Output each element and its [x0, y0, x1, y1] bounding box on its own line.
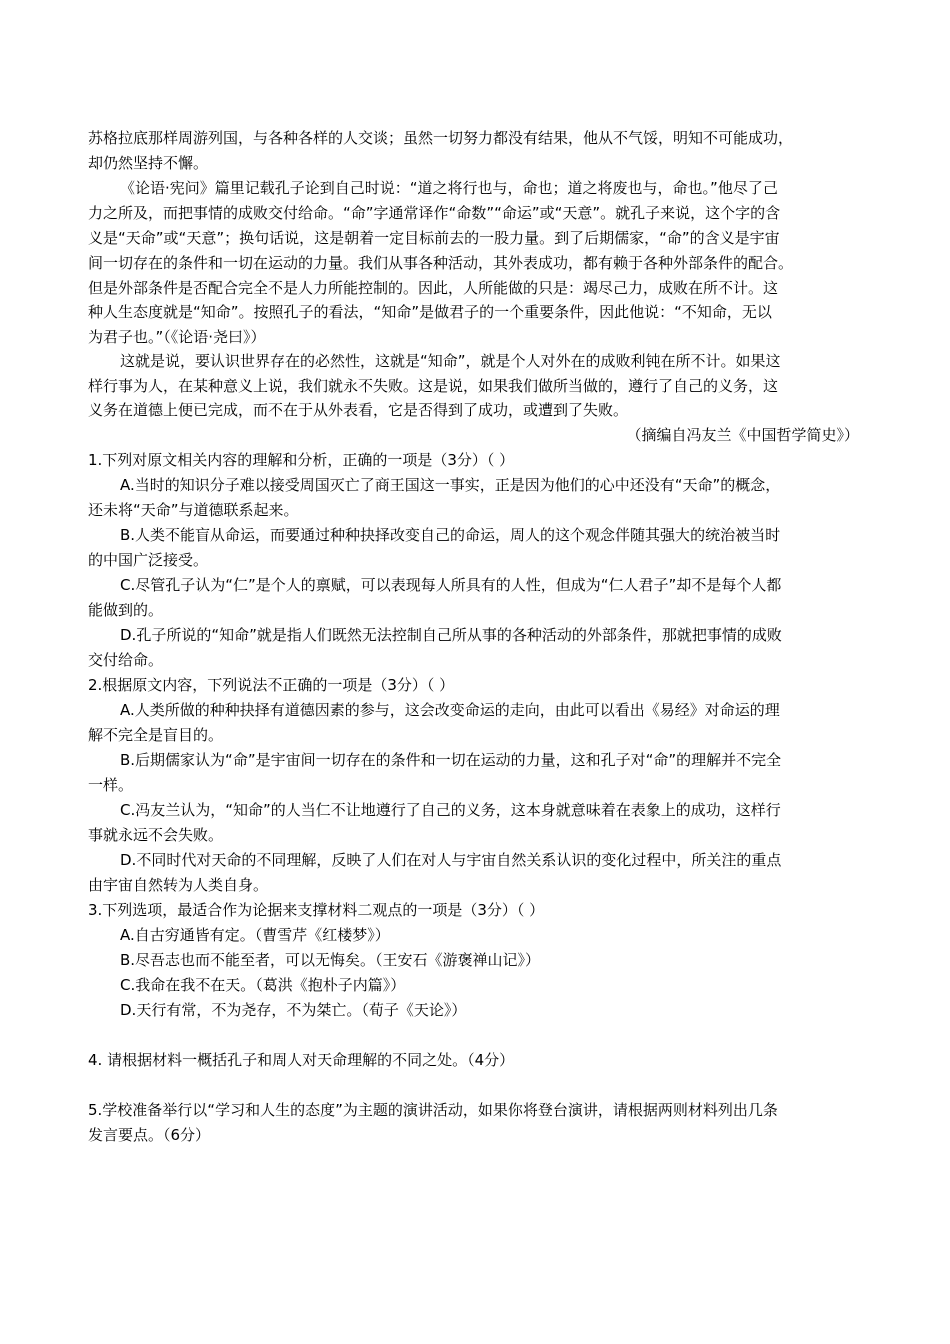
question-2-option-d: D.不同时代对天命的不同理解，反映了人们在对人与宇宙自然关系认识的变化过程中，所关注的重点: [120, 851, 782, 869]
passage-line: 间一切存在的条件和一切在运动的力量。我们从事各种活动，其外表成功，都有赖于各种外部条件的配合。: [88, 254, 794, 272]
passage-line: 义是“天命”或“天意”；换句话说，这是朝着一定目标前去的一股力量。到了后期儒家，“命”的含义是宇宙: [88, 229, 780, 247]
question-2-option-d-cont: 由宇宙自然转为人类自身。: [88, 876, 269, 894]
question-2-option-b: B.后期儒家认为“命”是宇宙间一切存在的条件和一切在运动的力量，这和孔子对“命”的理解并不完全: [120, 751, 782, 769]
question-5-stem-cont: 发言要点。（6分）: [88, 1126, 211, 1144]
question-1-option-c-cont: 能做到的。: [88, 601, 164, 619]
question-1-option-b-cont: 的中国广泛接受。: [88, 551, 209, 569]
question-3-option-a: A.自古穷通皆有定。（曹雪芹《红楼梦》）: [120, 926, 390, 944]
passage-line: 义务在道德上便已完成，而不在于从外表看，它是否得到了成功，或遭到了失败。: [88, 401, 629, 419]
question-1-option-d-cont: 交付给命。: [88, 651, 164, 669]
question-2-option-b-cont: 一样。: [88, 776, 134, 794]
question-3-stem: 3.下列选项，最适合作为论据来支撑材料二观点的一项是（3分）（ ）: [88, 901, 545, 919]
question-3-option-d: D.天行有常，不为尧存，不为桀亡。（荀子《天论》）: [120, 1001, 467, 1019]
question-1-option-a-cont: 还未将“天命”与道德联系起来。: [88, 501, 299, 519]
question-1-stem: 1.下列对原文相关内容的理解和分析，正确的一项是（3分）（ ）: [88, 451, 515, 469]
passage-line: 这就是说，要认识世界存在的必然性，这就是“知命”，就是个人对外在的成败利钝在所不计。如果这: [120, 352, 781, 370]
question-4-stem: 4. 请根据材料一概括孔子和周人对天命理解的不同之处。（4分）: [88, 1051, 515, 1069]
question-2-option-c: C.冯友兰认为，“知命”的人当仁不让地遵行了自己的义务，这本身就意味着在表象上的成功，这样行: [120, 801, 781, 819]
question-2-option-a-cont: 解不完全是盲目的。: [88, 726, 224, 744]
question-2-stem: 2.根据原文内容，下列说法不正确的一项是（3分）（ ）: [88, 676, 455, 694]
question-1-option-b: B.人类不能盲从命运，而要通过种种抉择改变自己的命运，周人的这个观念伴随其强大的统治被当时: [120, 526, 781, 544]
question-2-option-c-cont: 事就永远不会失败。: [88, 826, 224, 844]
passage-source: （摘编自冯友兰《中国哲学简史》）: [626, 426, 859, 444]
passage-line: 样行事为人，在某种意义上说，我们就永不失败。这是说，如果我们做所当做的，遵行了自己的义务，这: [88, 377, 779, 395]
passage-line: 但是外部条件是否配合完全不是人力所能控制的。因此，人所能做的只是：竭尽己力，成败在所不计。这: [88, 279, 779, 297]
question-2-option-a: A.人类所做的种种抉择有道德因素的参与，这会改变命运的走向，由此可以看出《易经》对命运的理: [120, 701, 780, 719]
passage-line: 种人生态度就是“知命”。按照孔子的看法，“知命”是做君子的一个重要条件，因此他说：“不知命，无以: [88, 303, 772, 321]
question-1-option-a: A.当时的知识分子难以接受周国灭亡了商王国这一事实，正是因为他们的心中还没有“天命”的概念，: [120, 476, 781, 494]
passage-line: 却仍然坚持不懈。: [88, 154, 209, 172]
question-1-option-c: C.尽管孔子认为“仁”是个人的禀赋，可以表现每人所具有的人性，但成为“仁人君子”却不是每个人都: [120, 576, 782, 594]
passage-line: 力之所及，而把事情的成败交付给命。“命”字通常译作“命数”“命运”或“天意”。就孔子来说，这个字的含: [88, 204, 781, 222]
question-3-option-c: C.我命在我不在天。（葛洪《抱朴子内篇》）: [120, 976, 406, 994]
passage-line: 为君子也。”（《论语·尧曰》）: [88, 328, 266, 346]
question-1-option-d: D.孔子所说的“知命”就是指人们既然无法控制自己所从事的各种活动的外部条件，那就把事情的成败: [120, 626, 782, 644]
passage-line: 《论语·宪问》篇里记载孔子论到自己时说：“道之将行也与，命也；道之将废也与，命也。”他尽了己: [120, 179, 778, 197]
question-5-stem: 5.学校准备举行以“学习和人生的态度”为主题的演讲活动，如果你将登台演讲，请根据两则材料列出几条: [88, 1101, 778, 1119]
question-3-option-b: B.尽吾志也而不能至者，可以无悔矣。（王安石《游褒禅山记》）: [120, 951, 541, 969]
passage-line: 苏格拉底那样周游列国，与各种各样的人交谈；虽然一切努力都没有结果，他从不气馁，明知不可能成功，: [88, 129, 794, 147]
